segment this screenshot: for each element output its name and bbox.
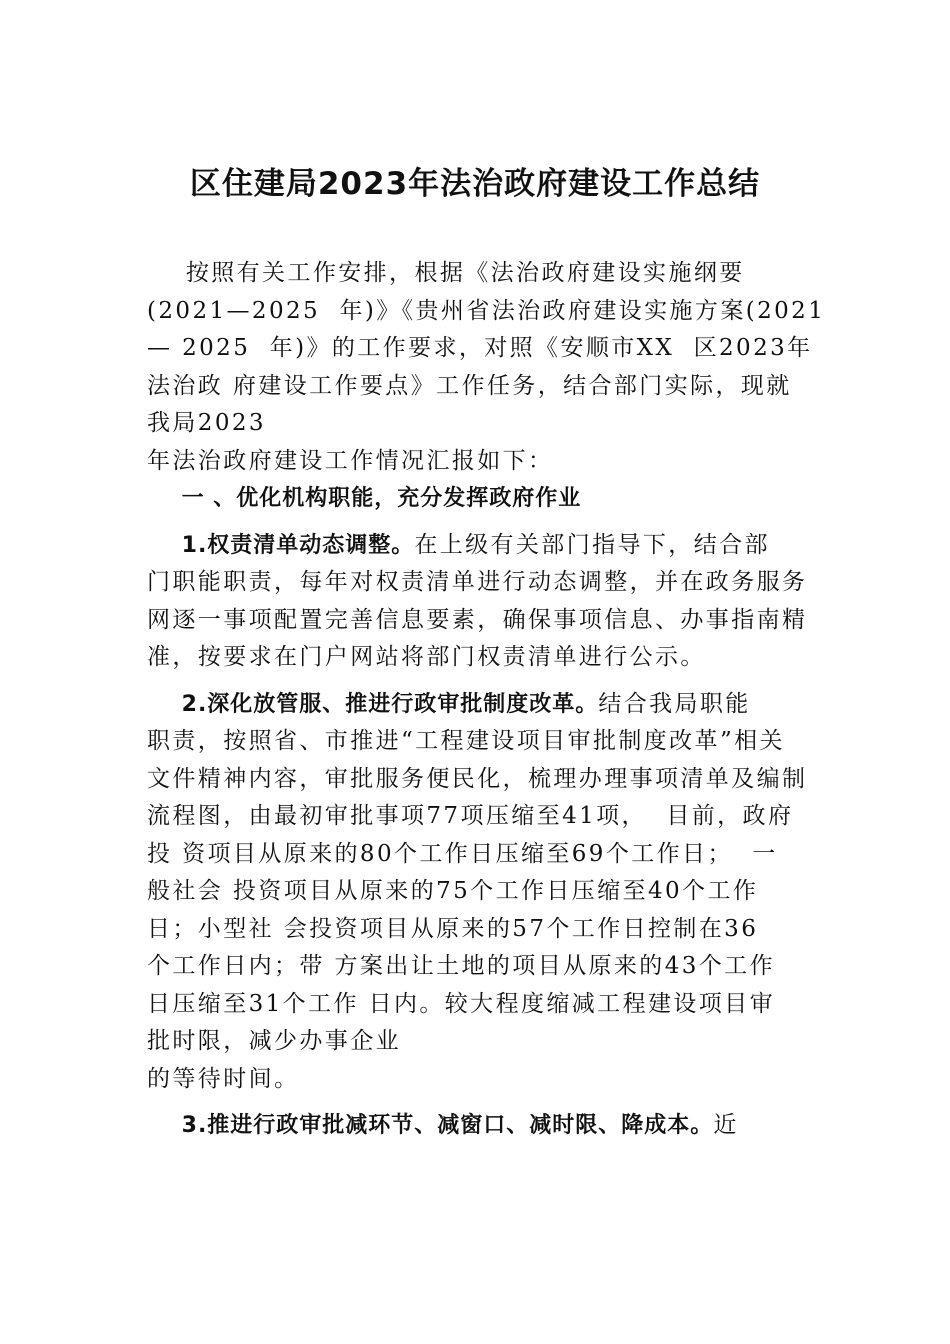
intro-line: 年法治政府建设工作情况汇报如下： <box>147 447 554 474</box>
item-1-lead: 1.权责清单动态调整。 <box>147 532 415 558</box>
item-2-line: 职责，按照省、市推进“工程建设项目审批制度改革”相关 <box>147 728 785 754</box>
item-2-line: 般社会 投资项目从原来的75个工作日压缩至40个工作 <box>147 878 759 904</box>
intro-line: — 2025 年)》的工作要求，对照《安顺市XX 区2023年 <box>147 335 813 361</box>
item-2-paragraph <box>147 686 807 1099</box>
section-heading: 一 、优化机构职能，充分发挥政府作业 <box>147 486 582 511</box>
item-3-first-rest: 近 <box>713 1112 739 1138</box>
item-2-line: 的等待时间。 <box>147 1065 300 1092</box>
intro-line: 法治政 府建设工作要点》工作任务，结合部门实际，现就 <box>147 372 792 399</box>
item-1-paragraph <box>147 527 807 677</box>
item-2-first-rest: 结合我局职能 <box>598 690 751 717</box>
item-1-first-line <box>147 527 807 565</box>
item-2-line: 投 资项目从原来的80个工作日压缩至69个工作日； 一 <box>147 840 778 867</box>
item-1-line: 门职能职责，每年对权责清单进行动态调整，并在政务服务 <box>147 569 808 595</box>
intro-paragraph <box>147 255 826 480</box>
item-1-first-rest: 在上级有关部门指导下，结合部 <box>414 531 770 558</box>
item-3-paragraph <box>147 1107 807 1145</box>
intro-line: 我局2023 <box>147 410 266 436</box>
intro-line: 按照有关工作安排，根据《法治政府建设实施纲要 <box>147 260 745 286</box>
document-title: 区住建局2023年法治政府建设工作总结 <box>189 166 761 202</box>
item-2-line: 文件精神内容，审批服务便民化，梳理办理事项清单及编制 <box>147 765 808 792</box>
intro-line: (2021—2025 年)》《贵州省法治政府建设实施方案(2021 <box>147 297 826 324</box>
document-body <box>147 255 826 1145</box>
item-3-first-line <box>147 1107 807 1145</box>
item-1-line: 网逐一事项配置完善信息要素，确保事项信息、办事指南精 <box>147 606 808 633</box>
item-2-line: 日压缩至31个工作 日内。较大程度缩减工程建设项目审 <box>147 990 775 1017</box>
item-2-line: 流程图，由最初审批事项77项压缩至41项， 目前，政府 <box>147 803 794 829</box>
item-2-line: 批时限，减少办事企业 <box>147 1028 401 1054</box>
item-2-lead: 2.深化放管服、推进行政审批制度改革。 <box>147 691 599 717</box>
item-2-first-line <box>147 686 807 724</box>
item-2-line: 日；小型社 会投资项目从原来的57个工作日控制在36 <box>147 915 759 942</box>
item-1-line: 准，按要求在门户网站将部门权责清单进行公示。 <box>147 644 706 670</box>
item-3-lead: 3.推进行政审批减环节、减窗口、减时限、降成本。 <box>147 1113 714 1138</box>
item-2-line: 个工作日内；带 方案出让土地的项目从原来的43个工作 <box>147 953 775 979</box>
